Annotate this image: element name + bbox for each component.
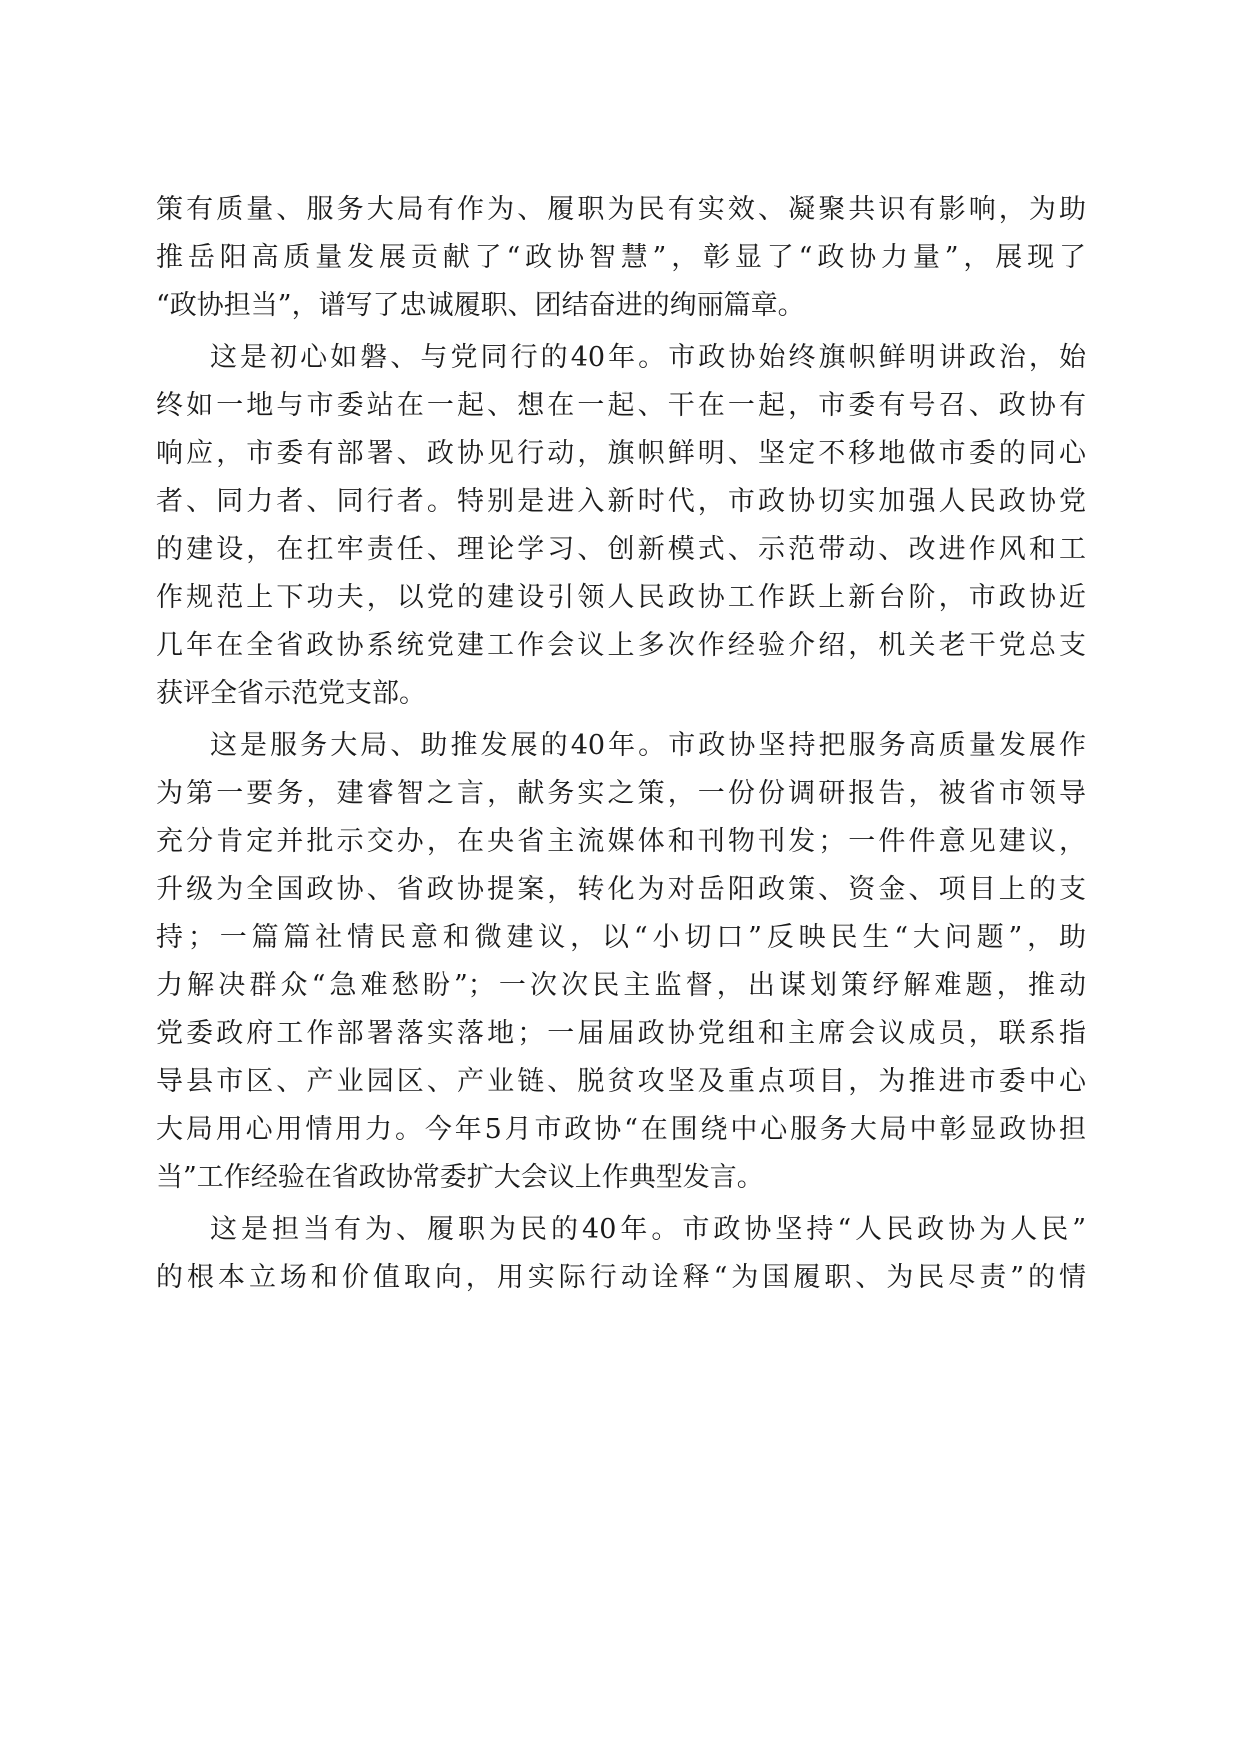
- text-line: 这是初心如磐、与党同行的40年。市政协始终旗帜鲜明讲政治，始: [210, 342, 1086, 373]
- text-line: 党委政府工作部署落实落地；一届届政协党组和主席会议成员，联系指: [156, 1018, 1086, 1049]
- text-line: 推岳阳高质量发展贡献了“政协智慧”，彰显了“政协力量”，展现了: [156, 242, 1086, 273]
- text-line: 力解决群众“急难愁盼”；一次次民主监督，出谋划策纾解难题，推动: [156, 970, 1086, 1001]
- text-line: 这是担当有为、履职为民的40年。市政协坚持“人民政协为人民”: [210, 1214, 1086, 1245]
- text-line: 为第一要务，建睿智之言，献务实之策，一份份调研报告，被省市领导: [156, 778, 1086, 809]
- text-line: 导县市区、产业园区、产业链、脱贫攻坚及重点项目，为推进市委中心: [156, 1066, 1086, 1097]
- text-line: 当”工作经验在省政协常委扩大会议上作典型发言。: [156, 1162, 764, 1193]
- text-line: 响应，市委有部署、政协见行动，旗帜鲜明、坚定不移地做市委的同心: [156, 438, 1086, 469]
- paragraph-1: [156, 186, 1086, 330]
- text-line: 终如一地与市委站在一起、想在一起、干在一起，市委有号召、政协有: [156, 390, 1086, 421]
- paragraph-3: [156, 722, 1086, 1202]
- text-line: 的建设，在扛牢责任、理论学习、创新模式、示范带动、改进作风和工: [156, 534, 1086, 565]
- paragraph-4: [156, 1206, 1086, 1302]
- text-line: 大局用心用情用力。今年5月市政协“在围绕中心服务大局中彰显政协担: [156, 1114, 1086, 1145]
- text-line: 获评全省示范党支部。: [156, 678, 426, 709]
- text-line: 的根本立场和价值取向，用实际行动诠释“为国履职、为民尽责”的情: [156, 1262, 1086, 1293]
- text-line: 几年在全省政协系统党建工作会议上多次作经验介绍，机关老干党总支: [156, 630, 1086, 661]
- document-body: [156, 186, 1086, 1302]
- text-line: 升级为全国政协、省政协提案，转化为对岳阳政策、资金、项目上的支: [156, 874, 1086, 905]
- text-line: 充分肯定并批示交办，在央省主流媒体和刊物刊发；一件件意见建议，: [156, 826, 1086, 857]
- text-line: 这是服务大局、助推发展的40年。市政协坚持把服务高质量发展作: [210, 730, 1086, 761]
- text-line: 策有质量、服务大局有作为、履职为民有实效、凝聚共识有影响，为助: [156, 194, 1086, 225]
- text-line: 作规范上下功夫，以党的建设引领人民政协工作跃上新台阶，市政协近: [156, 582, 1086, 613]
- text-line: 者、同力者、同行者。特别是进入新时代，市政协切实加强人民政协党: [156, 486, 1086, 517]
- text-line: “政协担当”，谱写了忠诚履职、团结奋进的绚丽篇章。: [156, 290, 805, 321]
- text-line: 持；一篇篇社情民意和微建议，以“小切口”反映民生“大问题”，助: [156, 922, 1086, 953]
- paragraph-2: [156, 334, 1086, 718]
